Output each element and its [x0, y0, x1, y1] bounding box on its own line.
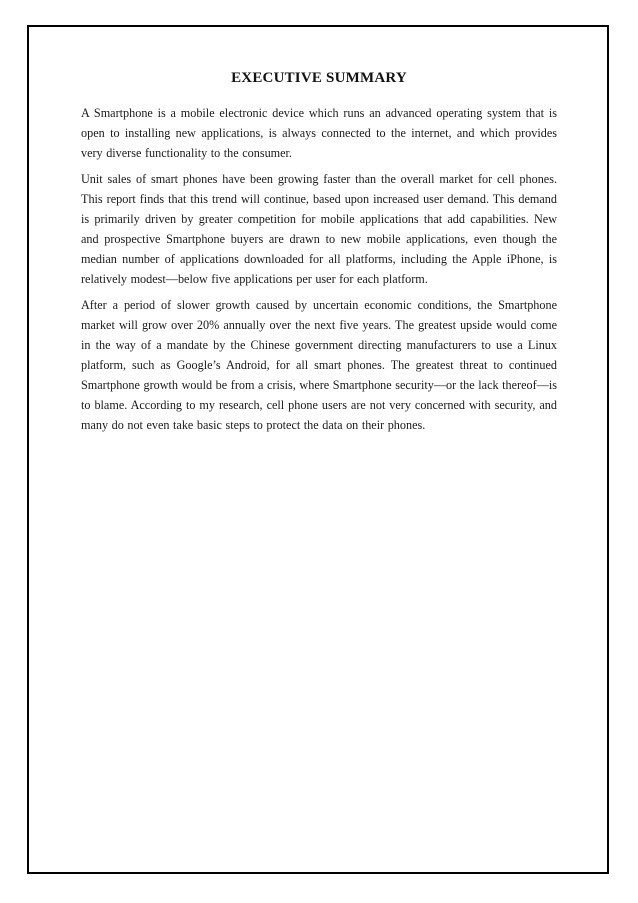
document-body [81, 70, 557, 441]
page-title: EXECUTIVE SUMMARY [231, 70, 407, 86]
paragraph-unit-sales: Unit sales of smart phones have been growing faster than the overall market for cell phones. This report finds that this trend will continue, based upon increased user demand. This demand is primarily driven by greater competition for mobile applications that add capabilities. New and prospective Smartphone buyers are drawn to new mobile applications, even though the median number of applications downloaded for all platforms, including the Apple iPhone, is relatively modest—below five applications per user for each platform. [81, 172, 557, 286]
paragraph-market-growth: After a period of slower growth caused by uncertain economic conditions, the Smartphone market will grow over 20% annually over the next five years. The greatest upside would come in the way of a mandate by the Chinese government directing manufacturers to use a Linux platform, such as Google’s Android, for all smart phones. The greatest threat to continued Smartphone growth would be from a crisis, where Smartphone security—or the lack thereof—is to blame. According to my research, cell phone users are not very concerned with security, and many do not even take basic steps to protect the data on their phones. [81, 298, 557, 432]
paragraph-definition: A Smartphone is a mobile electronic device which runs an advanced operating system that is open to installing new applications, is always connected to the internet, and which provides very diverse functionality to the consumer. [81, 106, 557, 160]
